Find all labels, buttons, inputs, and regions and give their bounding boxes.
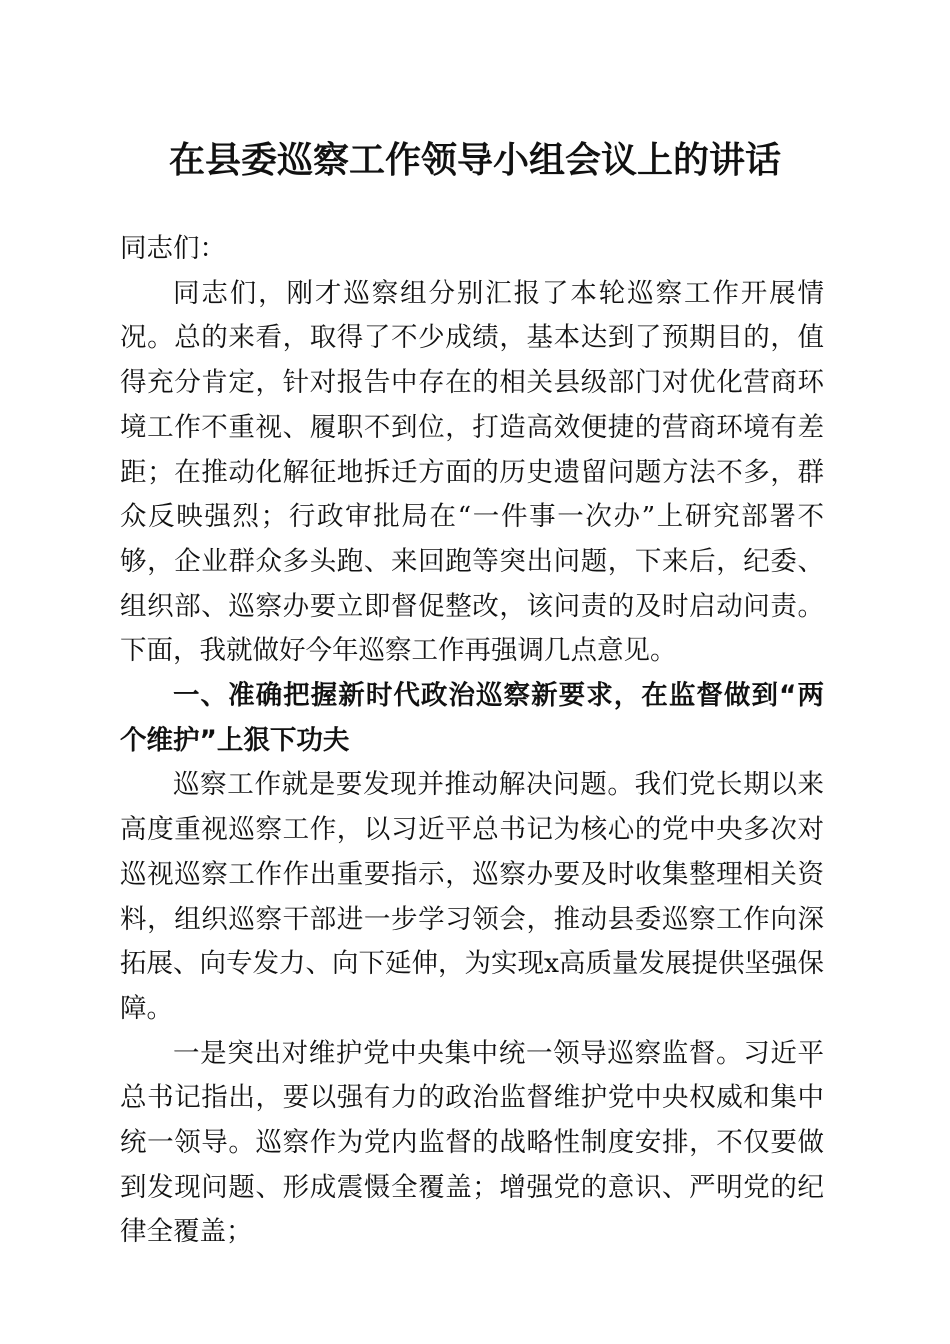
document-title: 在县委巡察工作领导小组会议上的讲话	[168, 139, 781, 181]
point-1-lead: 一是突出对维护党中央集中统一领导巡察监督。	[173, 1037, 744, 1069]
section-heading-1: 一、准确把握新时代政治巡察新要求，在监督做到“两个维护”上狠下功夫	[120, 680, 824, 756]
paragraph-intro: 同志们，刚才巡察组分别汇报了本轮巡察工作开展情况。总的来看，取得了不少成绩，基本达到了预期目的，值得充分肯定，针对报告中存在的相关县级部门对优化营商环境工作不重视、履职不到位，打造高效便捷的营商环境有差距；在推动化解征地拆迁方面的历史遗留问题方法不多，群众反映强烈；行政审批局在“一件事一次办”上研究部署不够，企业群众多头跑、来回跑等突出问题，下来后，纪委、组织部、巡察办要立即督促整改，该问责的及时启动问责。下面，我就做好今年巡察工作再强调几点意见。	[120, 277, 824, 667]
paragraph-point-1	[120, 1032, 824, 1256]
point-1-body: 习近平总书记指出，要以强有力的政治监督维护党中央权威和集中统一领导。巡察作为党内监督的战略性制度安排，不仅要做到发现问题、形成震慑全覆盖；增强党的意识、严明党的纪律全覆盖；	[120, 1037, 825, 1248]
salutation: 同志们：	[120, 233, 226, 264]
paragraph-section-1: 巡察工作就是要发现并推动解决问题。我们党长期以来高度重视巡察工作，以习近平总书记为核心的党中央多次对巡视巡察工作作出重要指示，巡察办要及时收集整理相关资料，组织巡察干部进一步学习领会，推动县委巡察工作向深拓展、向专发力、向下延伸，为实现x高质量发展提供坚强保障。	[120, 769, 824, 1024]
document-body	[120, 227, 824, 1255]
